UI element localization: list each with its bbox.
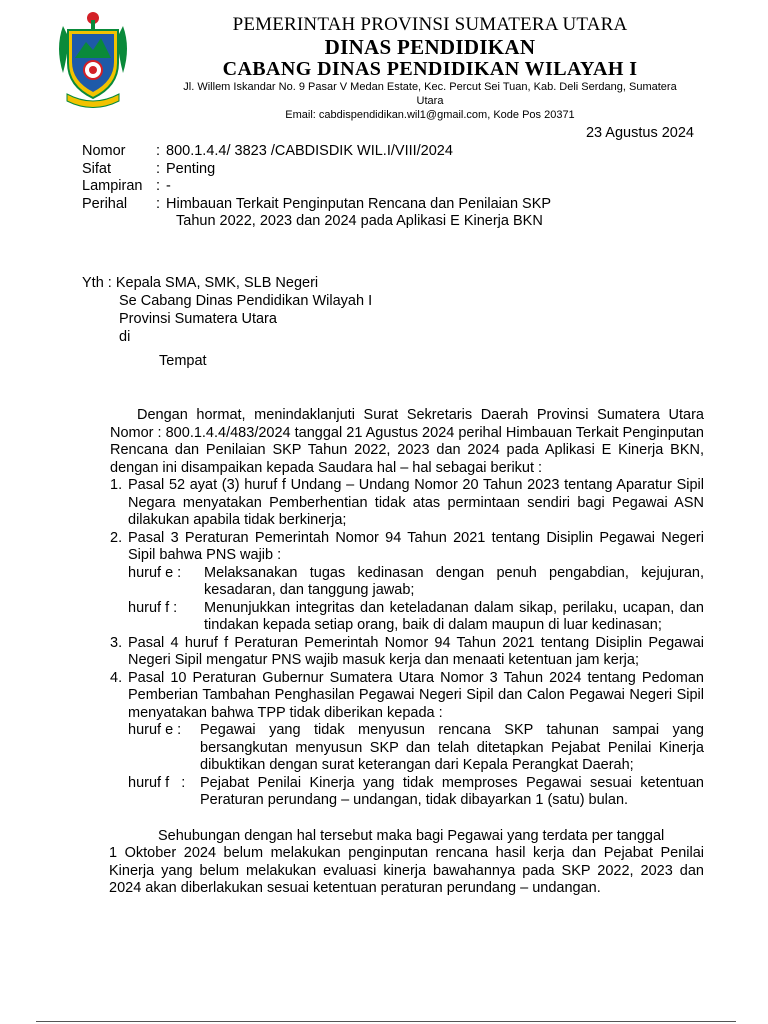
letter-body (110, 407, 704, 898)
list-item (110, 477, 704, 530)
closing-paragraph (110, 828, 704, 898)
meta-row-sifat (82, 161, 606, 179)
meta-value-nomor: 800.1.4.4/ 3823 /CABDISDIK WIL.I/VIII/2024 (166, 143, 453, 159)
letterhead (150, 14, 710, 80)
meta-row-perihal (82, 196, 606, 231)
emblem-icon (53, 8, 133, 108)
sub-text: Pegawai yang tidak menyusun rencana SKP tahunan sampai yang bersangkutan menyusun SKP dan telah ditetapkan Pejabat Penilai Kinerja dibuktikan dengan surat keterangan dari Kepala Perangkat Daerah; (200, 722, 704, 773)
sub-text: Melaksanakan tugas kedinasan dengan penuh pengabdian, kejujuran, kesadaran, dan tanggung jawab; (204, 564, 704, 598)
letterhead-email: Email: cabdispendidikan.wil1@gmail.com, Kode Pos 20371 (285, 109, 575, 121)
list-item (110, 530, 704, 635)
meta-label: Nomor (82, 143, 126, 159)
meta-label: Sifat (82, 160, 112, 177)
meta-label: Perihal (82, 195, 128, 212)
meta-colon: : (156, 178, 161, 194)
list-number: 2. (110, 529, 123, 546)
list-text: Pasal 4 huruf f Peraturan Pemerintah Nomor 94 Tahun 2021 tentang Disiplin Pegawai Negeri Sipil mengatur PNS wajib masuk kerja dan menaati ketentuan jam kerja; (128, 634, 704, 668)
intro-paragraph: Dengan hormat, menindaklanjuti Surat Sekretaris Daerah Provinsi Sumatera Utara Nomor : 800.1.4.4/483/2024 tanggal 21 Agustus 2024 perihal Himbauan Terkait Penginputan Rencana dan Penilaian SKP Tahun 2022, 2023 dan 2024 pada Aplikasi E Kinerja BKN, dengan ini disampaikan kepada Saudara hal – hal sebagai berikut : (110, 407, 704, 476)
meta-value-perihal (166, 196, 606, 231)
closing-rest: 1 Oktober 2024 belum melakukan penginputan rencana hasil kerja dan Pejabat Penilai Kinerja yang belum melakukan evaluasi kinerja bawahannya pada SKP 2022, 2023 dan 2024 akan diberlakukan sesuai ketentuan peraturan perundang – undangan. (109, 845, 704, 896)
sub-label: huruf f : (128, 774, 190, 791)
list-text: Pasal 52 ayat (3) huruf f Undang – Undang Nomor 20 Tahun 2023 tentang Aparatur Sipil Negara menyatakan Pemberhentian tidak atas permintaan sendiri bagi Pegawai ASN dilakukan apabila tidak berkinerja; (128, 477, 704, 528)
meta-colon: : (156, 160, 161, 177)
closing-first-line: Sehubungan dengan hal tersebut maka bagi Pegawai yang terdata per tanggal (158, 827, 665, 844)
provincial-emblem-logo (53, 8, 133, 108)
list-item (110, 635, 704, 670)
sub-label: huruf e : (128, 722, 182, 738)
letterhead-address-block (170, 80, 690, 122)
meta-colon: : (156, 195, 161, 212)
letterhead-government: PEMERINTAH PROVINSI SUMATERA UTARA (232, 14, 628, 35)
sub-text: Menunjukkan integritas dan keteladanan dalam sikap, perilaku, ucapan, dan tindakan kepada setiap orang, baik di dalam maupun di luar kedinasan; (204, 599, 704, 633)
list-number: 1. (110, 477, 123, 493)
letter-date: 23 Agustus 2024 (585, 125, 694, 141)
list-number: 4. (110, 669, 123, 686)
letterhead-branch: CABANG DINAS PENDIDIKAN WILAYAH I (222, 58, 638, 80)
list-content (128, 530, 704, 635)
sub-item (128, 565, 704, 600)
sub-item (128, 600, 704, 635)
letterhead-address: Jl. Willem Iskandar No. 9 Pasar V Medan Estate, Kec. Percut Sei Tuan, Kab. Deli Serdang, Sumatera Utara (183, 81, 677, 107)
perihal-line-1: Himbauan Terkait Penginputan Rencana dan Penilaian SKP (166, 195, 552, 212)
list-content (128, 670, 704, 810)
sub-item (128, 722, 704, 775)
list-text: Pasal 3 Peraturan Pemerintah Nomor 94 Tahun 2021 tentang Disiplin Pegawai Negeri Sipil bahwa PNS wajib : (128, 529, 704, 563)
list-item (110, 670, 704, 810)
meta-row-lampiran (82, 178, 606, 196)
list-text: Pasal 10 Peraturan Gubernur Sumatera Utara Nomor 3 Tahun 2024 tentang Pedoman Pemberian Tambahan Penghasilan Pegawai Negeri Sipil dan Calon Pegawai Negeri Sipil menyatakan bahwa TPP tidak diberikan kepada : (128, 669, 704, 721)
sub-item (128, 775, 704, 810)
letter-meta (82, 143, 606, 231)
meta-row-nomor (82, 143, 606, 161)
addressee-line: Provinsi Sumatera Utara (119, 311, 277, 327)
meta-value-lampiran: - (166, 178, 171, 194)
page-bottom-divider (36, 1021, 736, 1022)
addressee-di: di (119, 329, 131, 345)
meta-colon: : (156, 143, 161, 159)
addressee-tempat: Tempat (159, 353, 207, 369)
sub-label: huruf f : (128, 599, 178, 616)
addressee-line: Se Cabang Dinas Pendidikan Wilayah I (119, 293, 373, 309)
addressee-block (82, 274, 372, 370)
meta-value-sifat: Penting (166, 160, 216, 177)
sub-label: huruf e : (128, 564, 182, 581)
addressee-line: Yth : Kepala SMA, SMK, SLB Negeri (82, 275, 319, 291)
letterhead-agency: DINAS PENDIDIKAN (324, 35, 536, 59)
list-number: 3. (110, 634, 123, 651)
meta-label: Lampiran (82, 178, 143, 194)
sub-text: Pejabat Penilai Kinerja yang tidak memproses Pegawai sesuai ketentuan Peraturan perundang – undangan, tidak dibayarkan 1 (satu) bulan. (200, 774, 704, 808)
perihal-line-2: Tahun 2022, 2023 dan 2024 pada Aplikasi E Kinerja BKN (176, 213, 543, 229)
